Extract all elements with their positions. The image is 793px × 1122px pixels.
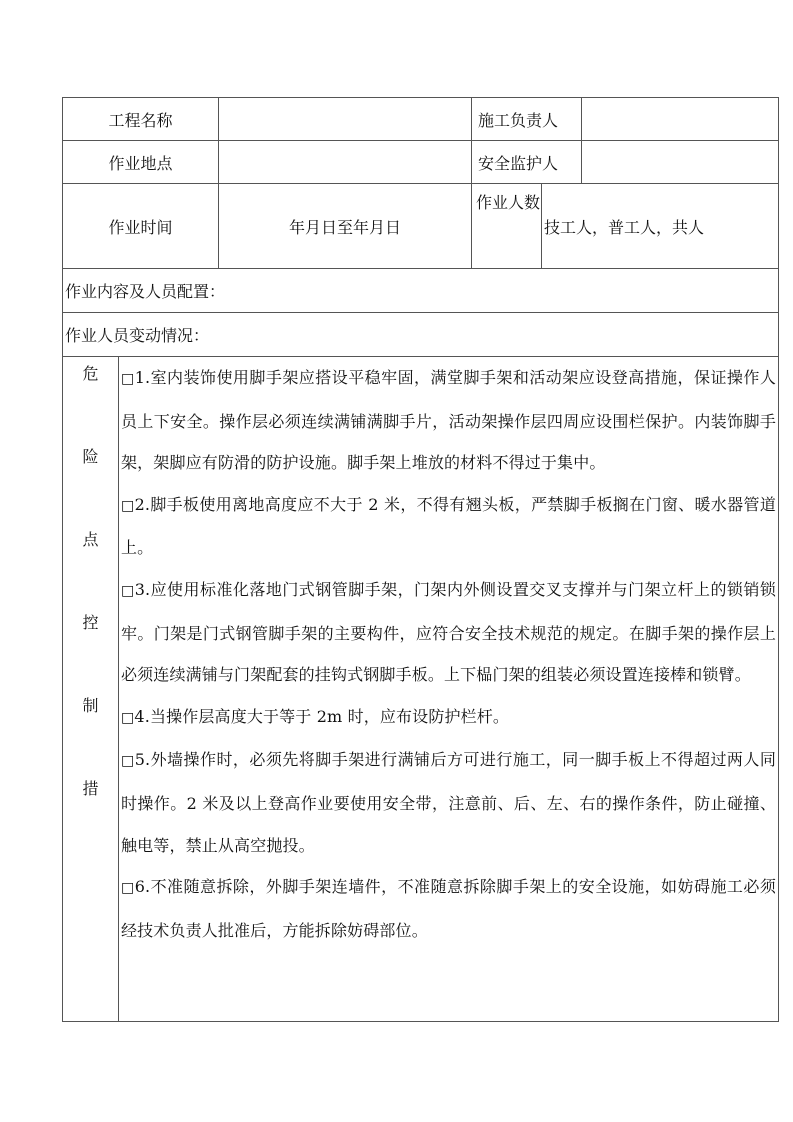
checkbox[interactable]: □ (121, 753, 135, 770)
safety-supervisor-field[interactable] (582, 141, 779, 184)
measure-item (121, 866, 776, 951)
checkbox[interactable]: □ (121, 497, 135, 514)
measure-item (121, 484, 776, 569)
row-project-name (63, 98, 779, 141)
row-hazard-control (63, 357, 779, 1022)
hazard-label-char: 控 (82, 613, 99, 632)
checkbox[interactable]: □ (121, 880, 135, 897)
project-name-label: 工程名称 (63, 98, 219, 141)
construction-lead-label: 施工负责人 (472, 98, 582, 141)
measure-item (121, 357, 776, 484)
checkbox[interactable]: □ (121, 582, 135, 599)
row-work-time (63, 184, 779, 269)
measure-item (121, 569, 776, 696)
work-time-field[interactable]: 年月日至年月日 (219, 184, 472, 269)
headcount-field[interactable]: 技工人，普工人，共人 (542, 184, 779, 269)
work-time-label: 作业时间 (63, 184, 219, 269)
checkbox[interactable]: □ (121, 371, 135, 387)
personnel-change-label[interactable]: 作业人员变动情况： (63, 313, 779, 357)
hazard-control-measures (119, 357, 779, 1022)
measure-text: 3.应使用标准化落地门式钢管脚手架，门架内外侧设置交叉支撑并与门架立杆上的锁销锁牢。门架是门式钢管脚手架的主要构件，应符合安全技术规范的规定。在脚手架的操作层上必须连续满铺与门架配套的挂钩式钢脚手板。上下榀门架的组装必须设置连接棒和锁臂。 (121, 579, 777, 685)
headcount-label: 作业人数 (472, 184, 542, 269)
hazard-label-char: 制 (82, 696, 99, 715)
construction-lead-field[interactable] (582, 98, 779, 141)
hazard-label-char: 危 (82, 364, 99, 383)
measure-text: 4.当操作层高度大于等于 2m 时，应布设防护栏杆。 (134, 706, 510, 726)
measure-item (121, 696, 776, 740)
row-work-content (63, 269, 779, 313)
project-name-field[interactable] (219, 98, 472, 141)
row-personnel-change (63, 313, 779, 357)
row-work-location (63, 141, 779, 184)
measure-text: 2.脚手板使用离地高度应不大于 2 米，不得有翘头板，严禁脚手板搁在门窗、暖水器管道上。 (121, 494, 777, 558)
hazard-control-label (63, 357, 119, 1022)
work-permit-form (62, 97, 779, 1022)
work-location-label: 作业地点 (63, 141, 219, 184)
hazard-label-char: 险 (82, 447, 99, 466)
measure-text: 5.外墙操作时，必须先将脚手架进行满铺后方可进行施工，同一脚手板上不得超过两人同时操作。2 米及以上登高作业要使用安全带，注意前、后、左、右的操作条件，防止碰撞、触电等，禁止从高空抛投。 (121, 750, 777, 855)
checkbox[interactable]: □ (121, 709, 135, 726)
hazard-label-char: 措 (82, 779, 99, 798)
measure-text: 6.不准随意拆除，外脚手架连墙件，不准随意拆除脚手架上的安全设施，如妨碍施工必须经技术负责人批准后，方能拆除妨碍部位。 (121, 877, 777, 940)
work-location-field[interactable] (219, 141, 472, 184)
hazard-label-char: 点 (82, 530, 99, 549)
safety-supervisor-label: 安全监护人 (472, 141, 582, 184)
measure-text: 1.室内装饰使用脚手架应搭设平稳牢固，满堂脚手架和活动架应设登高措施，保证操作人员上下安全。操作层必须连续满铺满脚手片，活动架操作层四周应设围栏保护。内装饰脚手架，架脚应有防滑的防护设施。脚手架上堆放的材料不得过于集中。 (121, 368, 777, 473)
measure-item (121, 739, 776, 866)
work-content-label[interactable]: 作业内容及人员配置： (63, 269, 779, 313)
